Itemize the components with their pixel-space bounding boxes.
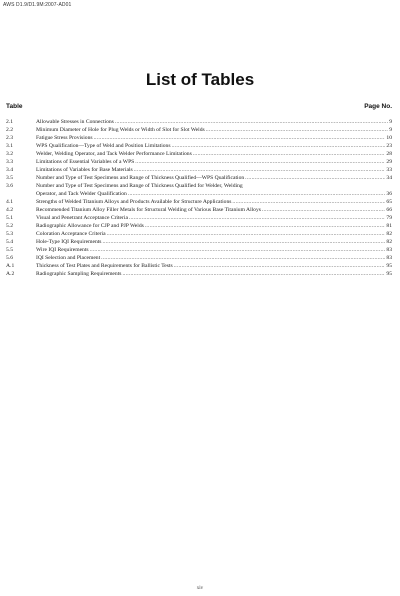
table-number: A.2 xyxy=(6,271,15,277)
dot-leader xyxy=(135,158,385,166)
table-title: Limitations of Variables for Base Materials xyxy=(36,167,133,173)
entry-line xyxy=(36,270,392,278)
page-number-link[interactable]: 82 xyxy=(386,231,392,237)
table-title-line: Number and Type of Test Specimens and Range of Thickness Qualified for Welder, Welding xyxy=(36,183,243,189)
table-title: Hole-Type IQI Requirements xyxy=(36,239,102,245)
dot-leader xyxy=(134,166,386,174)
table-number: 3.2 xyxy=(6,151,13,157)
table-title: Allowable Stresses in Connections xyxy=(36,119,114,125)
column-header-table: Table xyxy=(6,103,23,110)
entry-body xyxy=(36,166,392,174)
dot-leader xyxy=(115,118,388,126)
dot-leader xyxy=(193,150,386,158)
table-title: Visual and Penetrant Acceptance Criteria xyxy=(36,215,128,221)
table-number: 3.4 xyxy=(6,167,13,173)
entry-body xyxy=(36,126,392,134)
page-number-link[interactable]: 95 xyxy=(386,263,392,269)
table-entry[interactable] xyxy=(6,214,392,222)
table-entry[interactable] xyxy=(6,198,392,206)
entry-line xyxy=(36,214,392,222)
table-number: 3.6 xyxy=(6,183,13,189)
page-number-link[interactable]: 79 xyxy=(386,215,392,221)
page-number-link[interactable]: 66 xyxy=(386,207,392,213)
entry-body xyxy=(36,238,392,246)
page-number-link[interactable]: 83 xyxy=(386,247,392,253)
entry-body xyxy=(36,118,392,126)
entry-body xyxy=(36,206,392,214)
entry-body xyxy=(36,134,392,142)
table-number: 5.1 xyxy=(6,215,13,221)
document-id: AWS D1.9/D1.9M:2007-AD01 xyxy=(3,2,72,8)
dot-leader xyxy=(206,126,389,134)
table-number: 4.1 xyxy=(6,199,13,205)
table-title: Coloration Acceptance Criteria xyxy=(36,231,106,237)
entry-line xyxy=(36,150,392,158)
table-number: A.1 xyxy=(6,263,15,269)
table-entry[interactable] xyxy=(6,206,392,214)
table-title: Minimum Diameter of Hole for Plug Welds or Width of Slot for Slot Welds xyxy=(36,127,205,133)
table-number: 3.1 xyxy=(6,143,13,149)
page-number-link[interactable]: 10 xyxy=(386,135,392,141)
dot-leader xyxy=(94,134,386,142)
entry-body xyxy=(36,230,392,238)
page-number-link[interactable]: 28 xyxy=(386,151,392,157)
page-number-link[interactable]: 34 xyxy=(386,175,392,181)
table-number: 5.6 xyxy=(6,255,13,261)
table-number: 3.3 xyxy=(6,159,13,165)
entry-line xyxy=(36,166,392,174)
dot-leader xyxy=(232,198,385,206)
table-entry[interactable] xyxy=(6,262,392,270)
table-entry[interactable] xyxy=(6,182,392,198)
table-title: IQI Selection and Placement xyxy=(36,255,101,261)
table-title: Limitations of Essential Variables of a WPS xyxy=(36,159,135,165)
entry-body xyxy=(36,246,392,254)
entry-body xyxy=(36,174,392,182)
table-entry[interactable] xyxy=(6,174,392,182)
table-entry[interactable] xyxy=(6,246,392,254)
table-entry[interactable] xyxy=(6,238,392,246)
page-number-link[interactable]: 9 xyxy=(389,119,392,125)
table-title: Wire IQI Requirements xyxy=(36,247,89,253)
dot-leader xyxy=(172,142,386,150)
dot-leader xyxy=(101,254,385,262)
table-title: Radiographic Allowance for CJP and PJP Welds xyxy=(36,223,144,229)
entry-line xyxy=(36,118,392,126)
dot-leader xyxy=(245,174,385,182)
table-title: WPS Qualification—Type of Weld and Position Limitations xyxy=(36,143,171,149)
table-title: Strengths of Welded Titanium Alloys and Products Available for Structure Applications xyxy=(36,199,232,205)
table-entry[interactable] xyxy=(6,166,392,174)
entry-body xyxy=(36,270,392,278)
dot-leader xyxy=(102,238,385,246)
table-title: Radiographic Sampling Requirements xyxy=(36,271,122,277)
page-number-link[interactable]: 81 xyxy=(386,223,392,229)
dot-leader xyxy=(107,230,386,238)
entry-body xyxy=(36,254,392,262)
table-entry[interactable] xyxy=(6,150,392,158)
table-number: 2.3 xyxy=(6,135,13,141)
entry-line xyxy=(36,190,392,198)
table-entry[interactable] xyxy=(6,222,392,230)
page-number-link[interactable]: 65 xyxy=(386,199,392,205)
entry-line xyxy=(36,126,392,134)
page-number: xiv xyxy=(196,586,204,591)
page-number-link[interactable]: 29 xyxy=(386,159,392,165)
table-entry[interactable] xyxy=(6,142,392,150)
table-entry[interactable] xyxy=(6,118,392,126)
page-title: List of Tables xyxy=(145,70,255,89)
table-entry[interactable] xyxy=(6,126,392,134)
table-title: Fatigue Stress Provisions xyxy=(36,135,93,141)
page-number-link[interactable]: 95 xyxy=(386,271,392,277)
dot-leader xyxy=(129,214,385,222)
table-number: 2.2 xyxy=(6,127,13,133)
page-number-link[interactable]: 36 xyxy=(386,191,392,197)
entry-body xyxy=(36,158,392,166)
table-number: 2.1 xyxy=(6,119,13,125)
entry-line xyxy=(36,230,392,238)
table-title: Recommended Titanium Alloy Filler Metals for Structural Welding of Various Base Titanium Alloys xyxy=(36,207,261,213)
entry-body xyxy=(36,142,392,150)
table-entry[interactable] xyxy=(6,230,392,238)
entry-line xyxy=(36,174,392,182)
table-number: 5.3 xyxy=(6,231,13,237)
page-number-link[interactable]: 83 xyxy=(386,255,392,261)
entry-line xyxy=(36,254,392,262)
dot-leader xyxy=(122,270,385,278)
table-number: 5.5 xyxy=(6,247,13,253)
entry-line xyxy=(36,134,392,142)
entry-line xyxy=(36,246,392,254)
dot-leader xyxy=(174,262,386,270)
table-list xyxy=(6,118,392,278)
table-entry[interactable] xyxy=(6,158,392,166)
table-entry[interactable] xyxy=(6,134,392,142)
entry-line xyxy=(36,142,392,150)
entry-line xyxy=(36,206,392,214)
table-entry[interactable] xyxy=(6,270,392,278)
page-number-link[interactable]: 82 xyxy=(386,239,392,245)
column-header-page: Page No. xyxy=(364,103,392,110)
page-number-link[interactable]: 9 xyxy=(389,127,392,133)
entry-body xyxy=(36,182,392,198)
entry-line xyxy=(36,262,392,270)
entry-body xyxy=(36,214,392,222)
table-number: 5.2 xyxy=(6,223,13,229)
entry-line xyxy=(36,198,392,206)
dot-leader xyxy=(145,222,386,230)
entry-body xyxy=(36,198,392,206)
table-title: Thickness of Test Plates and Requirements for Ballistic Tests xyxy=(36,263,173,269)
dot-leader xyxy=(128,190,386,198)
table-title: Welder, Welding Operator, and Tack Welder Performance Limitations xyxy=(36,151,192,157)
table-title: Operator, and Tack Welder Qualification xyxy=(36,191,127,197)
dot-leader xyxy=(262,206,385,214)
page-number-link[interactable]: 23 xyxy=(386,143,392,149)
table-number: 3.5 xyxy=(6,175,13,181)
entry-body xyxy=(36,150,392,158)
table-number: 5.4 xyxy=(6,239,13,245)
entry-line xyxy=(36,222,392,230)
page-number-link[interactable]: 33 xyxy=(386,167,392,173)
dot-leader xyxy=(90,246,386,254)
entry-body xyxy=(36,222,392,230)
table-entry[interactable] xyxy=(6,254,392,262)
table-title: Number and Type of Test Specimens and Range of Thickness Qualified—WPS Qualification xyxy=(36,175,245,181)
entry-line xyxy=(36,158,392,166)
table-number: 4.2 xyxy=(6,207,13,213)
entry-line xyxy=(36,238,392,246)
entry-body xyxy=(36,262,392,270)
